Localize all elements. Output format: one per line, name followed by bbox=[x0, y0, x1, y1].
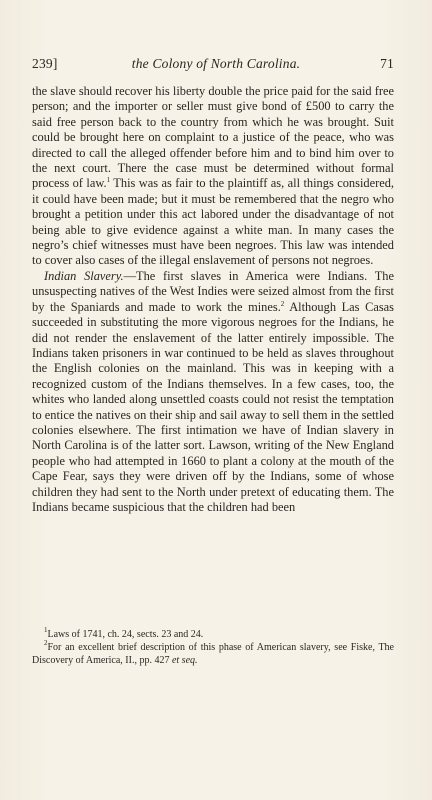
paragraph-indian-slavery bbox=[32, 269, 394, 516]
paragraph-text: This was as fair to the plaintiff as, all things considered, it could have been made; but it must be remembered that the negro who brought a petition under this act labored under the disadvantage of not being able to give evidence against a white man. In many cases the negro’s chief witnesses must have been negroes. This law was intended to cover also cases of the illegal enslavement of persons not negroes. bbox=[32, 176, 394, 268]
running-header bbox=[32, 56, 400, 76]
footnote-ref: 2 bbox=[280, 299, 285, 308]
body-text bbox=[32, 84, 394, 515]
footnote-text: Laws of 1741, ch. 24, sects. 23 and 24. bbox=[47, 629, 204, 640]
footnote-text: For an excellent brief description of this phase of American slavery, see Fiske, The Discovery of America, II., pp. 427 bbox=[32, 641, 394, 666]
footnote-marker: 2 bbox=[44, 638, 48, 647]
footnote-1 bbox=[32, 626, 394, 642]
footnote-ref: 1 bbox=[106, 176, 111, 185]
footnote-2 bbox=[32, 638, 394, 668]
page-number: 71 bbox=[380, 56, 394, 71]
paragraph-text: Although Las Casas succeeded in substituting the more vigorous negroes for the Indians, he did not render the enslavement of the latter entirely impossible. The Indians taken prisoners in war continued to be held as slaves throughout the English colonies on the mainland. This was in keeping with a recognized custom of the Indians themselves. In a few cases, too, the whites who landed along unsettled coasts could not resist the temptation to entice the natives on their ship and sail away to sell them in the settled colonies elsewhere. The first intimation we have of Indian slavery in North Carolina is of the latter sort. Lawson, writing of the New England people who had attempted in 1660 to plant a colony at the mouth of the Cape Fear, says they were driven off by the Indians, some of whose children they had sent to the North under pretext of educating them. The Indians became suspicious that the children had been bbox=[32, 299, 394, 514]
paragraph-slave-liberty bbox=[32, 84, 394, 269]
footnote-italic: et seq. bbox=[171, 654, 198, 666]
paragraph-text: —The first slaves in America were Indians. The unsuspecting natives of the West Indies were seized almost from the first by the Spaniards and made to work the mines. bbox=[32, 268, 394, 314]
footnote-marker: 1 bbox=[44, 626, 48, 634]
header-section-number: 239] bbox=[32, 56, 58, 71]
section-heading: Indian Slavery. bbox=[44, 268, 124, 283]
header-title: the Colony of North Carolina. bbox=[131, 56, 301, 71]
paragraph-text: the slave should recover his liberty double the price paid for the said free person; and the importer or seller must give bond of £500 to carry the said free person back to the country from which he was brought. Suit could be brought here on complaint to a justice of the peace, who was directed to call the alleged offender before him and to bind him over to the next court. There the case must be determined without formal process of law. bbox=[32, 84, 394, 191]
footnotes bbox=[32, 626, 394, 667]
